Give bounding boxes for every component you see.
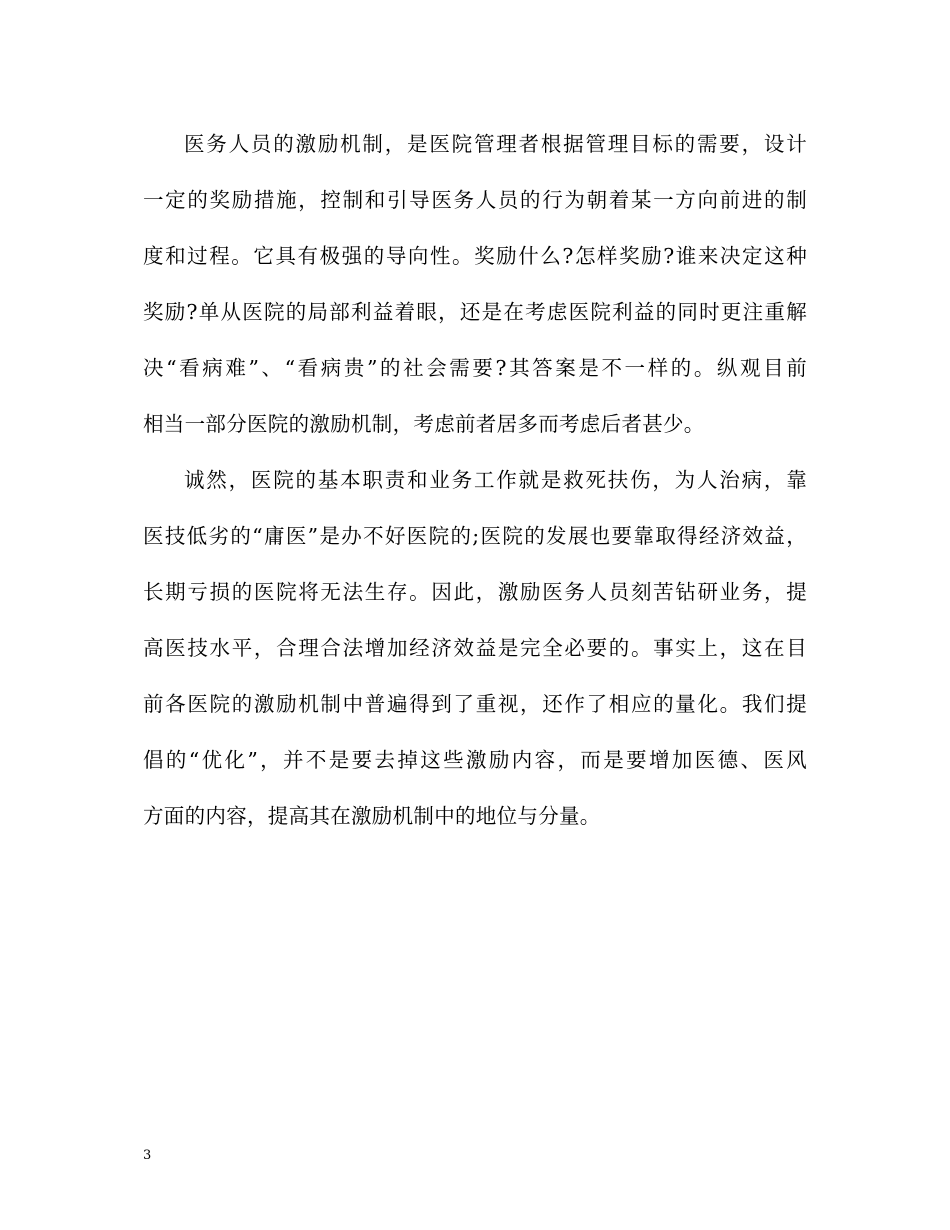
page-number: 3 (143, 1148, 152, 1163)
paragraph-2-line-7: 方面的内容，提高其在激励机制中的地位与分量。 (143, 804, 601, 828)
paragraph-1-line-3: 度和过程。它具有极强的导向性。奖励什么?怎样奖励?谁来决定这种 (143, 244, 807, 268)
paragraph-2-line-6: 倡的“优化”，并不是要去掉这些激励内容，而是要增加医德、医风 (143, 748, 807, 772)
paragraph-1-line-6: 相当一部分医院的激励机制，考虑前者居多而考虑后者甚少。 (143, 412, 705, 436)
paragraph-2-line-1: 诚然，医院的基本职责和业务工作就是救死扶伤，为人治病，靠 (184, 468, 807, 492)
paragraph-2-line-4: 高医技水平，合理合法增加经济效益是完全必要的。事实上，这在目 (143, 636, 807, 660)
paragraph-2-line-2: 医技低劣的“庸医”是办不好医院的;医院的发展也要靠取得经济效益， (143, 524, 807, 548)
paragraph-2-line-5: 前各医院的激励机制中普遍得到了重视，还作了相应的量化。我们提 (143, 692, 807, 716)
paragraph-1-line-5: 决“看病难”、“看病贵”的社会需要?其答案是不一样的。纵观目前 (143, 356, 807, 380)
paragraph-2-line-3: 长期亏损的医院将无法生存。因此，激励医务人员刻苦钻研业务，提 (143, 580, 807, 604)
body-text (143, 122, 807, 850)
paragraph-1-line-2: 一定的奖励措施，控制和引导医务人员的行为朝着某一方向前进的制 (143, 188, 807, 212)
paragraph-1-line-1: 医务人员的激励机制，是医院管理者根据管理目标的需要，设计 (184, 132, 807, 156)
paragraph-1-line-4: 奖励?单从医院的局部利益着眼，还是在考虑医院利益的同时更注重解 (143, 300, 807, 324)
